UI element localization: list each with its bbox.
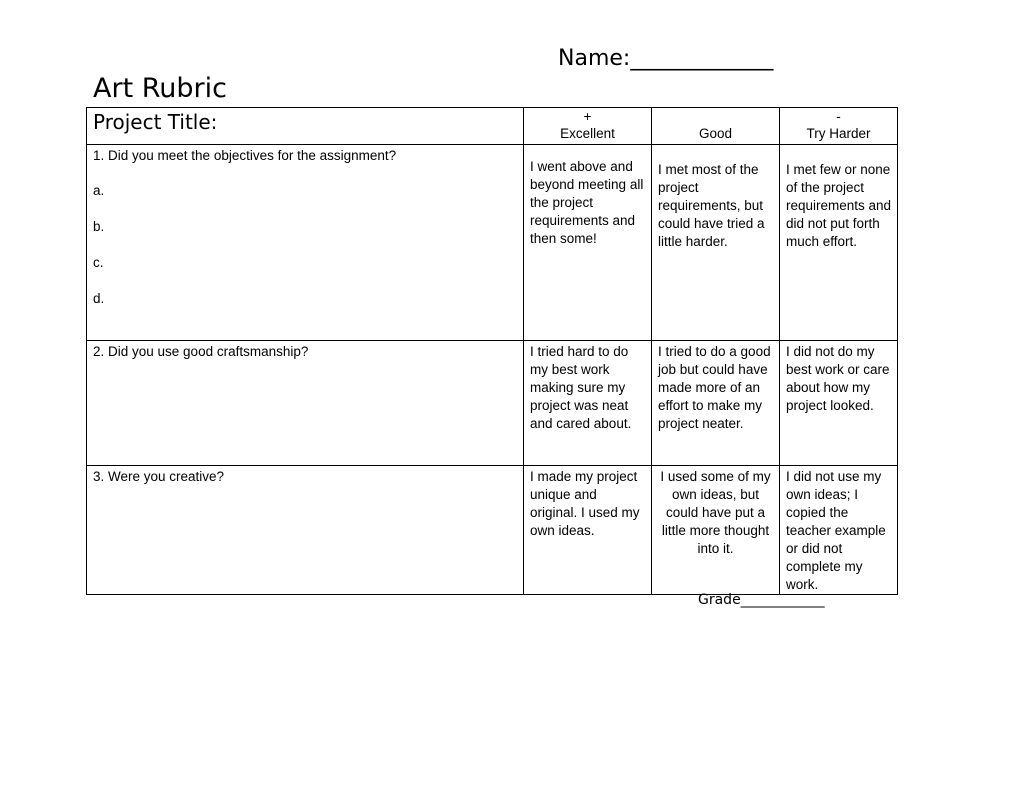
column-header-try-harder <box>780 108 898 145</box>
try-harder-description: I did not do my best work or care about how my project looked. <box>786 344 890 413</box>
question-text: 2. Did you use good craftsmanship? <box>93 344 309 359</box>
objective-item-d: d. <box>93 291 105 306</box>
question-text: 3. Were you creative? <box>93 469 225 484</box>
plus-symbol: + <box>583 109 592 124</box>
question-cell <box>87 341 524 466</box>
empty-symbol <box>652 108 779 125</box>
grade-field-label: Grade____________ <box>698 592 825 608</box>
project-title-label: Project Title: <box>93 110 218 134</box>
rubric-table <box>86 107 898 595</box>
try-harder-cell <box>780 145 898 341</box>
good-description: I met most of the project requirements, but could have tried a little harder. <box>658 162 765 249</box>
page-title: Art Rubric <box>93 73 227 104</box>
objective-item-b: b. <box>93 219 105 234</box>
column-label-good: Good <box>698 126 733 141</box>
table-row-objectives <box>87 145 898 341</box>
excellent-description: I went above and beyond meeting all the project requirements and then some! <box>530 159 644 246</box>
good-description: I used some of my own ideas, but could have put a little more thought into it. <box>660 469 771 556</box>
header-row <box>87 108 898 145</box>
name-field-label: Name:_____________ <box>558 46 774 71</box>
table-row-craftsmanship <box>87 341 898 466</box>
excellent-description: I made my project unique and original. I used my own ideas. <box>530 469 640 538</box>
objective-item-a: a. <box>93 183 105 198</box>
good-description: I tried to do a good job but could have made more of an effort to make my project neater. <box>658 344 771 431</box>
try-harder-cell <box>780 341 898 466</box>
column-label-excellent: Excellent <box>560 126 615 141</box>
excellent-cell <box>524 145 652 341</box>
column-header-good <box>652 108 780 145</box>
try-harder-cell <box>780 466 898 595</box>
question-cell <box>87 145 524 341</box>
question-cell <box>87 466 524 595</box>
good-cell <box>652 466 780 595</box>
try-harder-description: I did not use my own ideas; I copied the teacher example or did not complete my work. <box>786 469 886 592</box>
good-cell <box>652 145 780 341</box>
table-row-creativity <box>87 466 898 595</box>
objective-item-c: c. <box>93 255 104 270</box>
column-header-excellent <box>524 108 652 145</box>
good-cell <box>652 341 780 466</box>
minus-symbol: - <box>836 109 841 124</box>
question-text: 1. Did you meet the objectives for the assignment? <box>93 148 397 163</box>
excellent-description: I tried hard to do my best work making sure my project was neat and cared about. <box>530 344 632 431</box>
excellent-cell <box>524 341 652 466</box>
project-title-cell <box>87 108 524 145</box>
objective-list <box>87 165 523 309</box>
column-label-try-harder: Try Harder <box>806 126 871 141</box>
try-harder-description: I met few or none of the project requirements and did not put forth much effort. <box>786 162 892 249</box>
excellent-cell <box>524 466 652 595</box>
